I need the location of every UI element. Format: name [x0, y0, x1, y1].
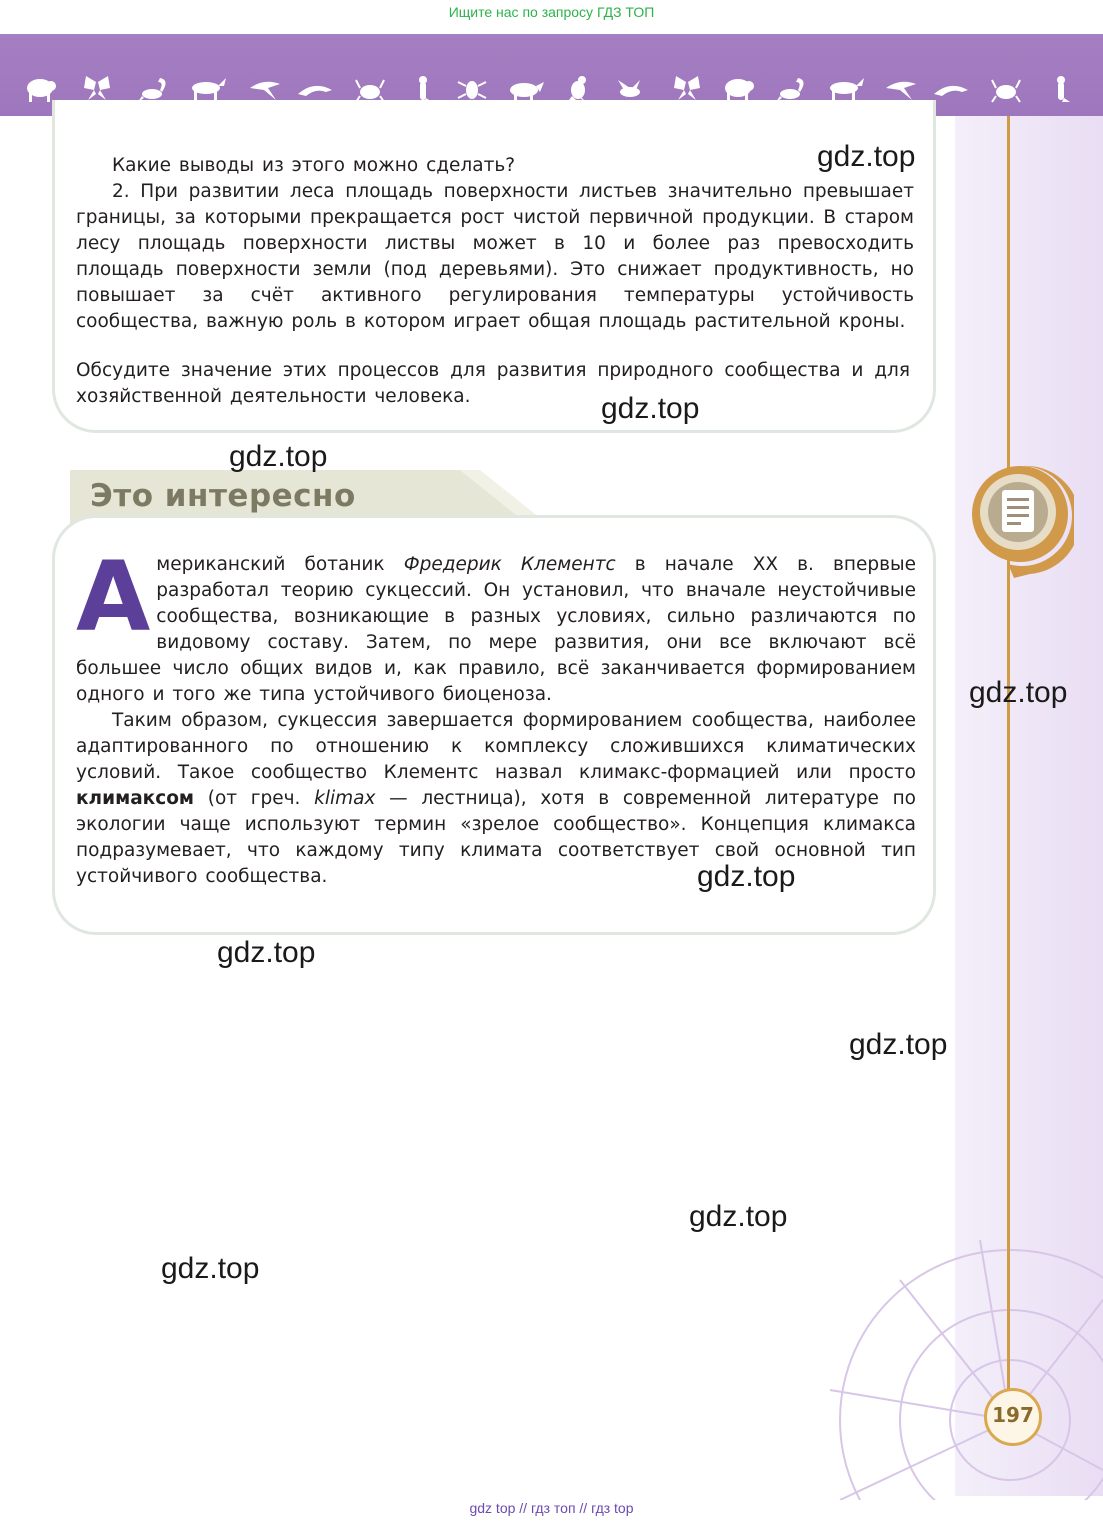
- insect-icon: [458, 81, 486, 99]
- meerkat-icon: [419, 76, 432, 102]
- document-badge-icon: [970, 464, 1074, 584]
- watermark: gdz.top: [689, 1200, 788, 1233]
- watermark: gdz.top: [817, 140, 916, 173]
- wheel-decoration: [780, 1240, 1103, 1500]
- p2-mid: (от греч.: [194, 788, 315, 809]
- scorpion-icon: [138, 78, 166, 102]
- p1-start: мериканский ботаник: [156, 554, 404, 575]
- watermark: gdz.top: [229, 440, 328, 473]
- discussion: [76, 358, 910, 410]
- top-note: Ищите нас по запросу ГДЗ ТОП: [448, 4, 655, 20]
- bird-icon: [886, 82, 916, 100]
- butterfly-icon: [674, 76, 700, 100]
- dolphin-icon: [298, 86, 332, 96]
- discussion-text: Обсудите значение этих процессов для развития природного сообщества и для хозяйственной деятельности человека.: [76, 360, 910, 407]
- scorpion-icon: [776, 78, 804, 102]
- bird-icon: [250, 82, 280, 100]
- drop-cap: А: [76, 541, 151, 653]
- dolphin-icon: [934, 86, 968, 96]
- botanist-name: Фредерик Клементс: [403, 554, 616, 575]
- butterfly-icon: [84, 76, 110, 100]
- boar-icon: [510, 82, 544, 102]
- p2-start: Таким образом, сукцессия завершается формированием сообщества, наиболее адаптированного по отношению к комплексу сложившихся климатических условий. Такое сообщество Клементс назвал климакс-формацией или просто: [76, 710, 916, 783]
- page-number: 197: [992, 1403, 1034, 1427]
- term-climax: климаксом: [76, 788, 195, 809]
- paragraph-1: [76, 541, 916, 708]
- p1-rest: в начале XX в. впервые разработал теорию сукцессий. Он установил, что вначале неустойчивые сообщества, возникающие в разных условиях, сильно различаются по видовому составу. Затем, по мере развития, они все включают всё большее число общих видов и, как правило, всё заканчивается формированием одного и того же типа устойчивого биоценоза.: [76, 554, 916, 705]
- section-title: Это интересно: [90, 478, 356, 514]
- meerkat-icon: [1057, 76, 1070, 102]
- question: Какие выводы из этого можно сделать?: [112, 155, 516, 176]
- beetle-icon: [356, 80, 384, 102]
- greek-word: klimax: [314, 788, 376, 809]
- beetle-icon: [992, 80, 1020, 102]
- bison-icon: [725, 79, 754, 102]
- p2-rest: — лестница), хотя в современной литературе по экологии чаще используют термин «зрелое сообщество». Концепция климакса подразумевает, что каждому типу климата соответствует свой основной тип устойчивого сообщества.: [76, 788, 916, 887]
- horse-icon: [192, 78, 226, 102]
- watermark: gdz.top: [217, 936, 316, 969]
- watermark: gdz.top: [969, 676, 1068, 709]
- watermark: gdz.top: [697, 860, 796, 893]
- footer: gdz top // гдз топ // гдз top: [469, 1500, 634, 1516]
- watermark: gdz.top: [161, 1252, 260, 1285]
- watermark: gdz.top: [601, 392, 700, 425]
- bison-icon: [27, 79, 56, 102]
- watermark: gdz.top: [849, 1028, 948, 1061]
- margin-line: [1007, 116, 1010, 1406]
- interesting-text: [76, 541, 916, 890]
- horse-icon: [830, 78, 864, 102]
- fly-icon: [618, 80, 640, 97]
- paragraph-2: 2. При развитии леса площадь поверхности листьев значительно превышает границы, за которыми прекращается рост чистой первичной продукции. В старом лесу площадь поверхности листвы может в 10 и более раз превосходить площадь поверхности земли (под деревьями). Это снижает продуктивность, но повышает за счёт активного регулирования температуры устойчивость сообщества, важную роль в котором играет общая площадь растительной кроны.: [76, 181, 914, 332]
- task-text: [76, 153, 914, 335]
